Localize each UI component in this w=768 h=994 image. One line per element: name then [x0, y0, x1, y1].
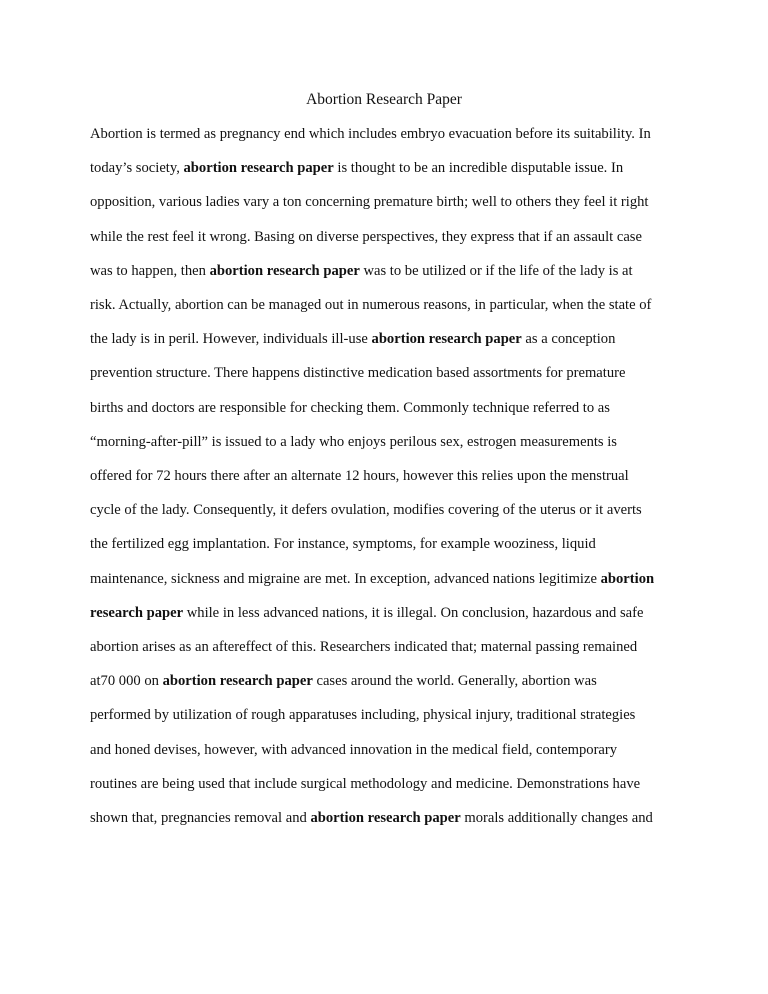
paragraph-line — [90, 295, 651, 315]
paragraph-line — [90, 774, 640, 794]
paragraph-line — [90, 227, 642, 247]
paragraph-line — [90, 329, 615, 349]
paragraph-line — [90, 740, 617, 760]
line-text: is thought to be an incredible disputable issue. In — [333, 160, 624, 177]
keyword-emphasis: abortion research paper — [209, 262, 360, 279]
line-text: as a conception — [521, 331, 616, 348]
paragraph-line — [90, 637, 637, 657]
paragraph-line — [90, 466, 629, 486]
line-text: cases around the world. Generally, abortion was — [312, 673, 597, 690]
keyword-emphasis: abortion research paper — [310, 810, 461, 826]
line-text: the lady is in peril. However, individuals ill-use — [90, 331, 372, 348]
line-text: prevention structure. There happens distinctive medication based assortments for premature — [90, 365, 626, 382]
paragraph-line — [90, 534, 596, 554]
line-text: cycle of the lady. Consequently, it defers ovulation, modifies covering of the uterus or it averts — [90, 502, 642, 519]
line-text: risk. Actually, abortion can be managed out in numerous reasons, in particular, when the state of — [90, 297, 652, 313]
paragraph-line — [90, 705, 635, 725]
keyword-emphasis: abortion research paper — [371, 331, 522, 348]
paragraph-line — [90, 124, 651, 144]
keyword-emphasis: abortion research paper — [183, 160, 334, 177]
paragraph-line — [90, 808, 653, 828]
keyword-emphasis: abortion — [600, 570, 655, 587]
line-text: Abortion is termed as pregnancy end which includes embryo evacuation before its suitability. In — [90, 126, 651, 142]
line-text: “morning-after-pill” is issued to a lady who enjoys perilous sex, estrogen measurements is — [90, 433, 617, 450]
paragraph-line — [90, 671, 597, 691]
paragraph-line — [90, 363, 625, 383]
line-text: routines are being used that include surgical methodology and medicine. Demonstrations have — [90, 775, 641, 792]
keyword-emphasis: abortion research paper — [162, 673, 313, 690]
line-text: offered for 72 hours there after an alternate 12 hours, however this relies upon the menstrual — [90, 468, 629, 484]
line-text: shown that, pregnancies removal and — [90, 810, 311, 826]
line-text: morals additionally changes and — [460, 810, 653, 826]
line-text: was to happen, then — [90, 262, 210, 279]
line-text: births and doctors are responsible for checking them. Commonly technique referred to as — [90, 399, 610, 416]
paragraph-line — [90, 569, 654, 589]
line-text: maintenance, sickness and migraine are met. In exception, advanced nations legitimize — [90, 570, 601, 587]
keyword-emphasis: research paper — [90, 604, 184, 621]
paragraph-line — [90, 398, 610, 418]
line-text: abortion arises as an aftereffect of this. Researchers indicated that; maternal passing remained — [90, 639, 638, 655]
line-text: while the rest feel it wrong. Basing on diverse perspectives, they express that if an assault case — [90, 228, 642, 245]
paragraph-line — [90, 158, 623, 178]
paragraph-line — [90, 603, 644, 623]
line-text: while in less advanced nations, it is illegal. On conclusion, hazardous and safe — [183, 604, 644, 621]
line-text: performed by utilization of rough apparatuses including, physical injury, traditional strategies — [90, 707, 636, 724]
line-text: today’s society, — [90, 160, 184, 177]
paragraph-line — [90, 261, 633, 281]
paragraph-line — [90, 192, 648, 212]
line-text: opposition, various ladies vary a ton concerning premature birth; well to others they feel it right — [90, 194, 649, 211]
line-text: and honed devises, however, with advanced innovation in the medical field, contemporary — [90, 741, 618, 758]
paragraph-line — [90, 432, 617, 452]
line-text: the fertilized egg implantation. For instance, symptoms, for example wooziness, liquid — [90, 536, 596, 553]
paragraph-line — [90, 500, 642, 520]
line-text: at70 000 on — [90, 673, 163, 690]
line-text: was to be utilized or if the life of the lady is at — [359, 262, 633, 279]
document-title: Abortion Research Paper — [306, 91, 462, 108]
